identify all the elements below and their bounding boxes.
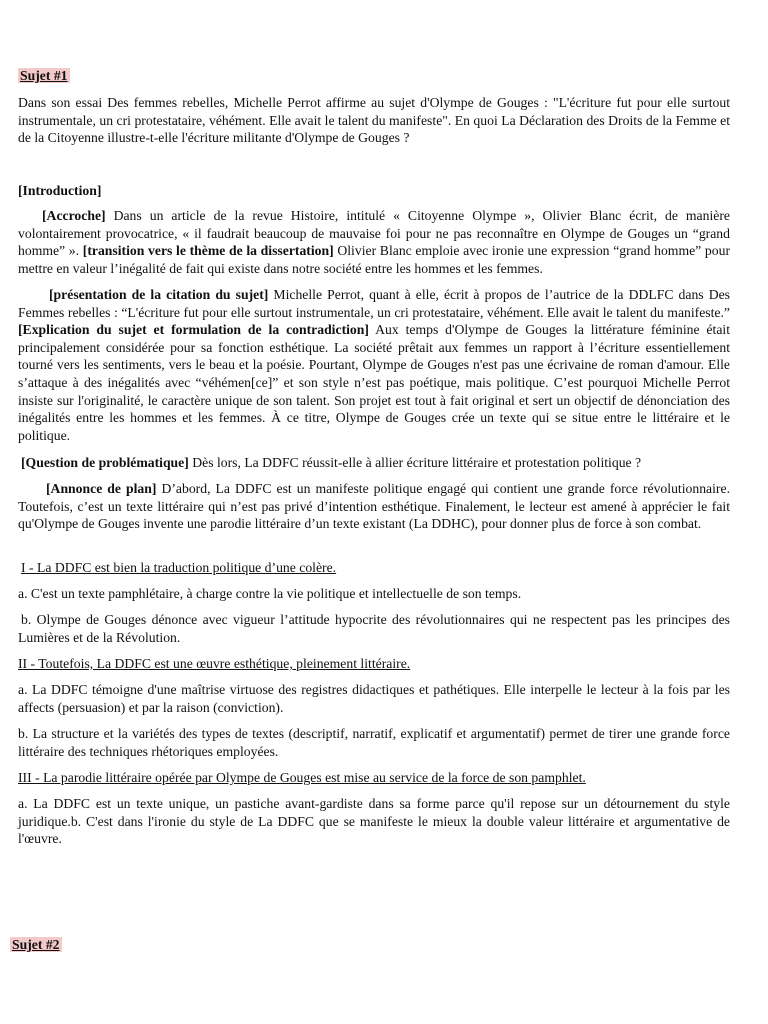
sujet1-heading — [18, 67, 730, 85]
part1-heading — [18, 559, 730, 577]
introduction-label: [Introduction] — [18, 183, 102, 198]
part1-item-a: a. C'est un texte pamphlétaire, à charge contre la vie politique et intellectuelle de son temps. — [18, 586, 522, 601]
sujet2-title: Sujet #2 — [12, 937, 60, 952]
annonce-label: [Annonce de plan] — [46, 481, 157, 496]
accroche-label: [Accroche] — [42, 208, 106, 223]
accroche-paragraph — [18, 207, 730, 277]
problematique-text: Dès lors, La DDFC réussit-elle à allier écriture littéraire et protestation politique ? — [188, 455, 642, 470]
part2-title: II - Toutefois, La DDFC est une œuvre esthétique, pleinement littéraire. — [18, 656, 411, 671]
sujet1-title: Sujet #1 — [20, 68, 68, 83]
part3-heading — [18, 769, 730, 787]
citation-text: Michelle Perrot, quant à elle, écrit à propos de l’autrice de la DDLFC dans Des Femmes rebelles : “L'écriture fut pour elle surtout instrumentale, un cri protestataire, véhément. Elle avait le talent du manifeste.” — [18, 287, 730, 320]
part2-item-b: b. La structure et la variétés des types de textes (descriptif, narratif, explicatif et argumentatif) permet de tirer une grande force littéraire des techniques rhétoriques employées. — [18, 726, 730, 759]
explication-label: [Explication du sujet et formulation de la contradiction] — [18, 322, 369, 338]
part2-heading — [18, 655, 730, 673]
transition-label: [transition vers le thème de la dissertation] — [82, 243, 334, 259]
transition-text: Olivier Blanc emploie avec ironie une expression “grand homme” pour mettre en valeur l’inégalité de fait qui existe dans notre société entre les hommes et les femmes. — [18, 243, 731, 276]
annonce-paragraph — [18, 480, 730, 533]
citation-paragraph — [18, 286, 730, 444]
sujet1-prompt: Dans son essai Des femmes rebelles, Michelle Perrot affirme au sujet d'Olympe de Gouges : "L'écriture fut pour elle surtout instrumentale, un cri protestataire, véhément. Elle avait le talent du manifeste". En quoi La Déclaration des Droits de la Femme et de la Citoyenne illustre-t-elle l'écriture militante d'Olympe de Gouges ? — [18, 95, 730, 146]
part2-item-a: a. La DDFC témoigne d'une maîtrise virtuose des registres didactiques et pathétiques. Elle interpelle le lecteur à la fois par les affects (persuasion) et par la raison (conviction). — [18, 682, 730, 715]
problematique-paragraph — [18, 454, 730, 472]
citation-label: [présentation de la citation du sujet] — [49, 287, 269, 302]
sujet2-heading — [10, 936, 722, 954]
introduction-heading — [18, 182, 730, 200]
part3-items: a. La DDFC est un texte unique, un pastiche avant-gardiste dans sa forme parce qu'il repose sur un détournement du style juridique.b. C'est dans l'ironie du style de La DDFC que se manifeste le mieux la double valeur littéraire et argumentative de l'œuvre. — [18, 796, 730, 847]
part3-title: III - La parodie littéraire opérée par Olympe de Gouges est mise au service de la force de son pamphlet. — [18, 770, 586, 785]
accroche-text: Dans un article de la revue Histoire, intitulé « Citoyenne Olympe », Olivier Blanc écrit, de manière volontairement provocatrice, « il faudrait beaucoup de mauvaise foi pour ne pas reconnaître en Olympe de Gouges un “grand homme” ». — [18, 208, 730, 259]
part1-title: I - La DDFC est bien la traduction politique d’une colère. — [21, 560, 337, 575]
problematique-label: [Question de problématique] — [21, 455, 189, 470]
explication-text: Aux temps d'Olympe de Gouges la littérature féminine était principalement considérée pour sa fonction esthétique. La société prêtait aux femmes un rapport à l’écriture essentiellement tourné vers les sentiments, vers le beau et la poésie. Pourtant, Olympe de Gouges n'est pas une écrivaine de roman d'amour. Elle s’attaque à des inégalités avec “véhémen[ce]” et son style n’est pas poétique, mais politique. C’est pourquoi Michelle Perrot insiste sur l'originalité, le caractère unique de son talent. Son projet est tout à fait original et sert un objectif de dénonciation des inégalités entre les hommes et les femmes. À ce titre, Olympe de Gouges crée un texte qui se situe entre le littéraire et le politique. — [18, 322, 730, 443]
part1-item-b: b. Olympe de Gouges dénonce avec vigueur l’attitude hypocrite des révolutionnaires qui ne respectent pas les principes des Lumières et de la Révolution. — [18, 612, 730, 645]
annonce-text: D’abord, La DDFC est un manifeste politique engagé qui contient une grande force révolutionnaire. Toutefois, c’est un texte littéraire qui n’est pas privé d’intention esthétique. Finalement, le lecteur est amené à apprécier le fait qu'Olympe de Gouges invente une parodie littéraire d’un texte existant (La DDHC), pour donner plus de force à son combat. — [18, 481, 730, 532]
